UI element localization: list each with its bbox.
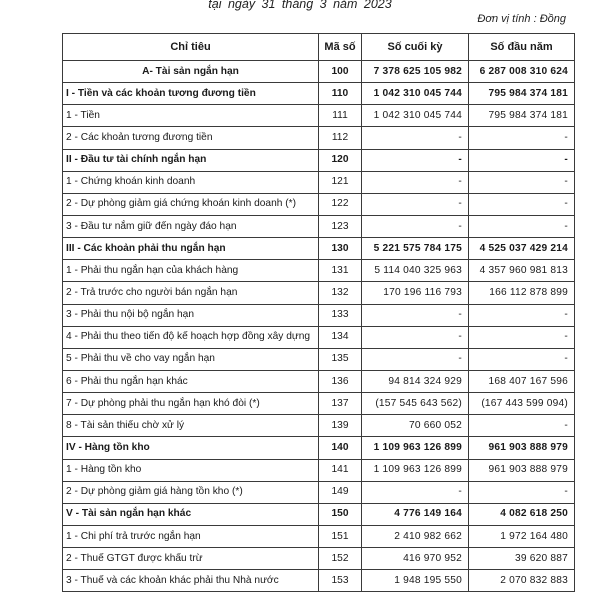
row-end-period-value: 94 814 324 929 xyxy=(362,370,469,392)
row-begin-year-value: - xyxy=(469,348,575,370)
row-item-name: 2 - Các khoản tương đương tiền xyxy=(63,127,319,149)
column-header-end-period: Số cuối kỳ xyxy=(362,34,469,61)
row-item-name: 7 - Dự phòng phải thu ngắn hạn khó đòi (*) xyxy=(63,393,319,415)
row-item-name: V - Tài sản ngắn hạn khác xyxy=(63,503,319,525)
table-row xyxy=(63,105,575,127)
row-begin-year-value: 166 112 878 899 xyxy=(469,282,575,304)
row-item-name: 1 - Chứng khoán kinh doanh xyxy=(63,171,319,193)
row-item-name: III - Các khoản phải thu ngắn hạn xyxy=(63,238,319,260)
row-item-name: 1 - Phải thu ngắn hạn của khách hàng xyxy=(63,260,319,282)
row-end-period-value: 2 410 982 662 xyxy=(362,525,469,547)
row-end-period-value: - xyxy=(362,481,469,503)
row-item-name: 5 - Phải thu về cho vay ngắn hạn xyxy=(63,348,319,370)
table-row xyxy=(63,525,575,547)
row-item-code: 153 xyxy=(319,570,362,592)
row-item-name: 1 - Hàng tồn kho xyxy=(63,459,319,481)
row-item-code: 152 xyxy=(319,548,362,570)
table-header-row xyxy=(63,34,575,61)
row-item-name: 2 - Thuế GTGT được khấu trừ xyxy=(63,548,319,570)
row-end-period-value: - xyxy=(362,215,469,237)
row-item-name: I - Tiền và các khoản tương đương tiền xyxy=(63,83,319,105)
row-item-name: 2 - Dự phòng giảm giá hàng tồn kho (*) xyxy=(63,481,319,503)
table-body xyxy=(63,61,575,592)
row-item-code: 112 xyxy=(319,127,362,149)
table-row xyxy=(63,481,575,503)
row-begin-year-value: 795 984 374 181 xyxy=(469,83,575,105)
row-end-period-value: 7 378 625 105 982 xyxy=(362,61,469,83)
row-begin-year-value: 961 903 888 979 xyxy=(469,437,575,459)
row-end-period-value: 1 109 963 126 899 xyxy=(362,437,469,459)
row-item-code: 135 xyxy=(319,348,362,370)
row-end-period-value: 70 660 052 xyxy=(362,415,469,437)
row-end-period-value: (157 545 643 562) xyxy=(362,393,469,415)
table-row xyxy=(63,149,575,171)
row-begin-year-value: 4 357 960 981 813 xyxy=(469,260,575,282)
table-row xyxy=(63,348,575,370)
row-begin-year-value: - xyxy=(469,171,575,193)
row-end-period-value: 5 114 040 325 963 xyxy=(362,260,469,282)
row-item-code: 111 xyxy=(319,105,362,127)
table-row xyxy=(63,570,575,592)
row-begin-year-value: - xyxy=(469,481,575,503)
row-item-name: 2 - Dự phòng giảm giá chứng khoán kinh doanh (*) xyxy=(63,193,319,215)
table-row xyxy=(63,193,575,215)
table-row xyxy=(63,171,575,193)
row-end-period-value: - xyxy=(362,193,469,215)
row-begin-year-value: (167 443 599 094) xyxy=(469,393,575,415)
row-item-name: II - Đầu tư tài chính ngắn hạn xyxy=(63,149,319,171)
row-item-name: 8 - Tài sản thiếu chờ xử lý xyxy=(63,415,319,437)
row-begin-year-value: 795 984 374 181 xyxy=(469,105,575,127)
row-end-period-value: 1 948 195 550 xyxy=(362,570,469,592)
table-row xyxy=(63,304,575,326)
table-row xyxy=(63,61,575,83)
column-header-code: Mã số xyxy=(319,34,362,61)
row-item-code: 139 xyxy=(319,415,362,437)
row-end-period-value: 1 042 310 045 744 xyxy=(362,83,469,105)
currency-unit-label: Đơn vị tính : Đồng xyxy=(477,13,566,25)
row-begin-year-value: 961 903 888 979 xyxy=(469,459,575,481)
row-item-code: 132 xyxy=(319,282,362,304)
row-item-code: 133 xyxy=(319,304,362,326)
balance-sheet-table xyxy=(62,33,575,592)
row-item-name: A- Tài sản ngắn hạn xyxy=(63,61,319,83)
row-item-code: 123 xyxy=(319,215,362,237)
row-begin-year-value: - xyxy=(469,149,575,171)
row-item-name: 2 - Trả trước cho người bán ngắn hạn xyxy=(63,282,319,304)
row-end-period-value: 1 042 310 045 744 xyxy=(362,105,469,127)
row-item-name: 1 - Chi phí trả trước ngắn hạn xyxy=(63,525,319,547)
row-item-name: 6 - Phải thu ngắn hạn khác xyxy=(63,370,319,392)
row-end-period-value: - xyxy=(362,348,469,370)
row-item-name: IV - Hàng tồn kho xyxy=(63,437,319,459)
row-item-code: 131 xyxy=(319,260,362,282)
table-row xyxy=(63,393,575,415)
row-begin-year-value: - xyxy=(469,304,575,326)
table-row xyxy=(63,415,575,437)
row-begin-year-value: 39 620 887 xyxy=(469,548,575,570)
row-item-code: 134 xyxy=(319,326,362,348)
row-end-period-value: - xyxy=(362,304,469,326)
row-begin-year-value: 4 525 037 429 214 xyxy=(469,238,575,260)
row-begin-year-value: - xyxy=(469,326,575,348)
row-begin-year-value: - xyxy=(469,415,575,437)
row-item-code: 137 xyxy=(319,393,362,415)
row-begin-year-value: 2 070 832 883 xyxy=(469,570,575,592)
table-row xyxy=(63,260,575,282)
row-begin-year-value: - xyxy=(469,127,575,149)
row-item-code: 122 xyxy=(319,193,362,215)
table-row xyxy=(63,459,575,481)
row-end-period-value: - xyxy=(362,127,469,149)
table-row xyxy=(63,83,575,105)
row-item-code: 149 xyxy=(319,481,362,503)
row-item-name: 4 - Phải thu theo tiến độ kế hoạch hợp đồng xây dựng xyxy=(63,326,319,348)
row-end-period-value: - xyxy=(362,149,469,171)
row-item-code: 150 xyxy=(319,503,362,525)
row-begin-year-value: 168 407 167 596 xyxy=(469,370,575,392)
table-row xyxy=(63,326,575,348)
row-item-name: 3 - Thuế và các khoản khác phải thu Nhà nước xyxy=(63,570,319,592)
column-header-item: Chỉ tiêu xyxy=(63,34,319,61)
row-begin-year-value: - xyxy=(469,193,575,215)
row-end-period-value: 5 221 575 784 175 xyxy=(362,238,469,260)
row-item-code: 100 xyxy=(319,61,362,83)
row-begin-year-value: 4 082 618 250 xyxy=(469,503,575,525)
row-item-code: 120 xyxy=(319,149,362,171)
row-end-period-value: - xyxy=(362,171,469,193)
row-begin-year-value: 6 287 008 310 624 xyxy=(469,61,575,83)
table-row xyxy=(63,127,575,149)
table-row xyxy=(63,370,575,392)
row-end-period-value: 4 776 149 164 xyxy=(362,503,469,525)
row-item-code: 130 xyxy=(319,238,362,260)
table-row xyxy=(63,238,575,260)
column-header-begin-year: Số đầu năm xyxy=(469,34,575,61)
table-row xyxy=(63,215,575,237)
row-end-period-value: - xyxy=(362,326,469,348)
row-item-name: 3 - Đầu tư nắm giữ đến ngày đáo hạn xyxy=(63,215,319,237)
table-row xyxy=(63,548,575,570)
row-end-period-value: 416 970 952 xyxy=(362,548,469,570)
row-begin-year-value: 1 972 164 480 xyxy=(469,525,575,547)
row-item-name: 1 - Tiền xyxy=(63,105,319,127)
table-row xyxy=(63,437,575,459)
row-item-code: 141 xyxy=(319,459,362,481)
row-end-period-value: 170 196 116 793 xyxy=(362,282,469,304)
table-row xyxy=(63,503,575,525)
row-item-code: 110 xyxy=(319,83,362,105)
report-date-line: tại ngày 31 tháng 3 năm 2023 xyxy=(208,0,392,11)
row-begin-year-value: - xyxy=(469,215,575,237)
row-item-code: 140 xyxy=(319,437,362,459)
row-end-period-value: 1 109 963 126 899 xyxy=(362,459,469,481)
table-row xyxy=(63,282,575,304)
row-item-code: 121 xyxy=(319,171,362,193)
row-item-name: 3 - Phải thu nội bộ ngắn hạn xyxy=(63,304,319,326)
row-item-code: 136 xyxy=(319,370,362,392)
row-item-code: 151 xyxy=(319,525,362,547)
